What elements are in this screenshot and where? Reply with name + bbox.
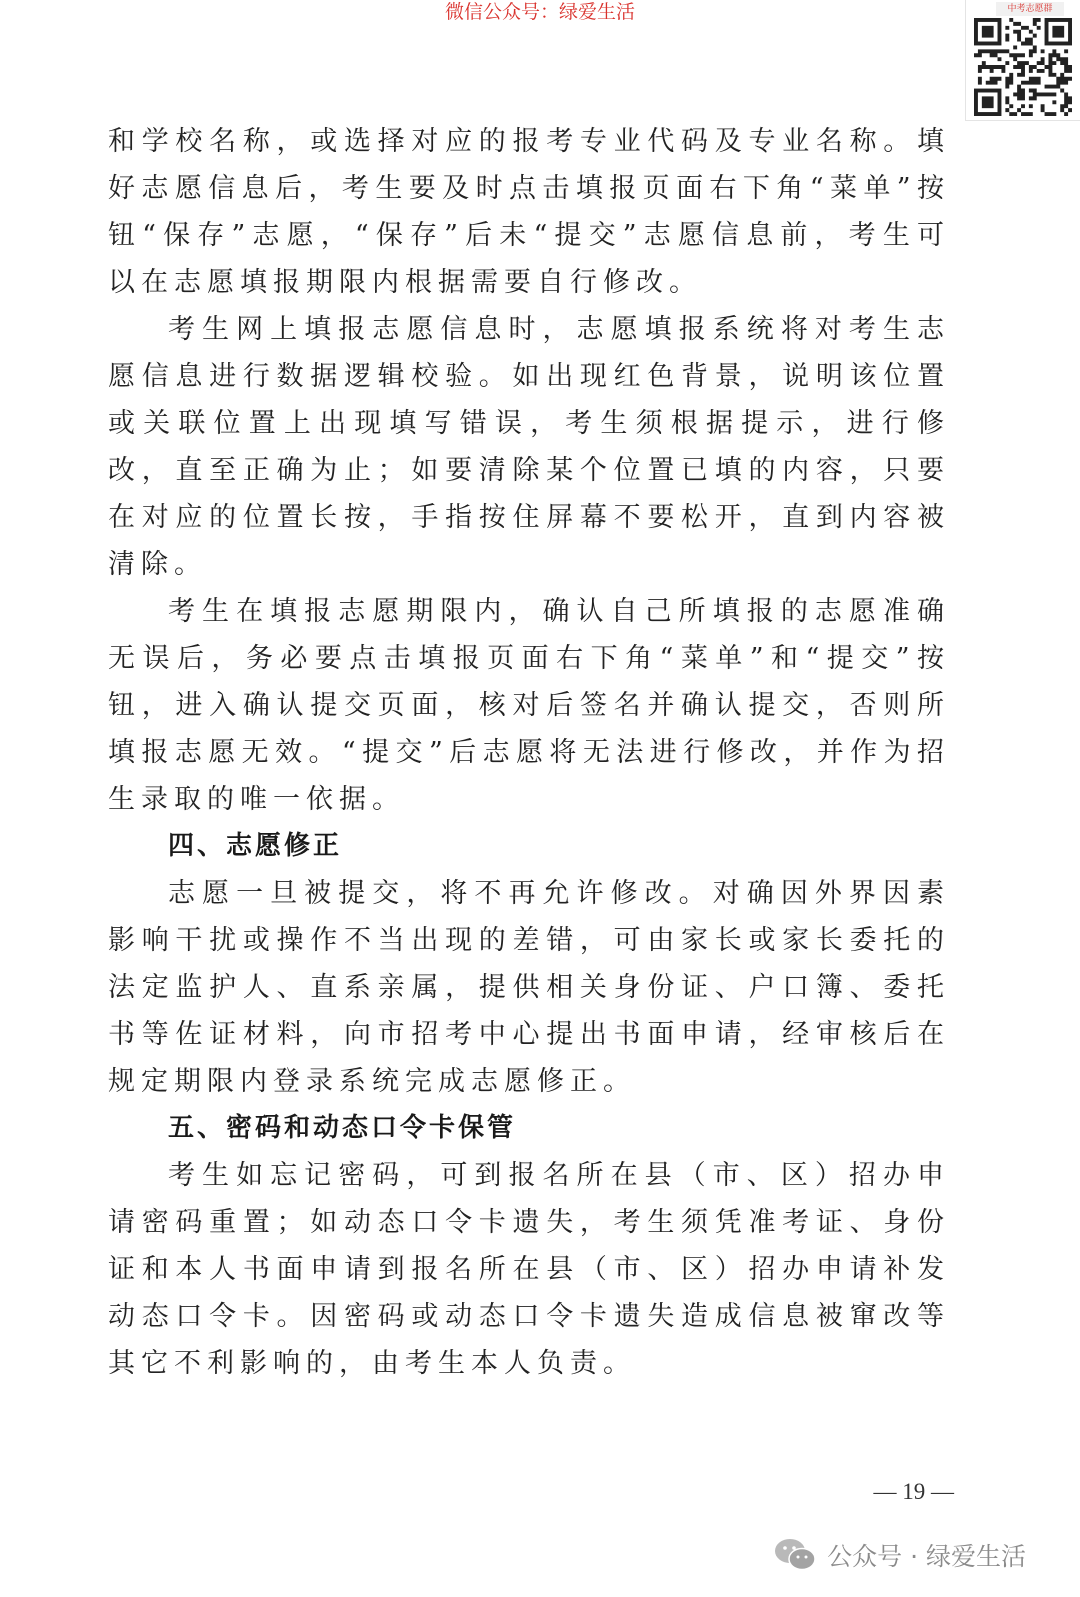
- qr-code-icon: [974, 18, 1072, 116]
- paragraph-2: 考生网上填报志愿信息时，志愿填报系统将对考生志愿信息进行数据逻辑校验。如出现红色背景，说明该位置或关联位置上出现填写错误，考生须根据提示，进行修改，直至正确为止；如要清除某个位置已填的内容，只要在对应的位置长按，手指按住屏幕不要松开，直到内容被清除。: [108, 314, 950, 580]
- page-number: — 19 —: [873, 1479, 954, 1504]
- qr-banner-label: 中考志愿群: [996, 2, 1064, 16]
- top-watermark: 微信公众号：绿爱生活: [444, 1, 635, 23]
- section-4-paragraph: 志愿一旦被提交，将不再允许修改。对确因外界因素影响干扰或操作不当出现的差错，可由家长或家长委托的法定监护人、直系亲属，提供相关身份证、户口簿、委托书等佐证材料，向市招考中心提出书面申请，经审核后在规定期限内登录系统完成志愿修正。: [108, 878, 950, 1097]
- wechat-icon: [773, 1537, 817, 1573]
- bottom-watermark: [773, 1535, 1026, 1575]
- paragraph-1: 和学校名称，或选择对应的报考专业代码及专业名称。填好志愿信息后，考生要及时点击填报页面右下角“菜单”按钮“保存”志愿，“保存”后未“提交”志愿信息前，考生可以在志愿填报期限内根据需要自行修改。: [108, 126, 950, 298]
- document-body: [108, 118, 950, 1387]
- paragraph-3: 考生在填报志愿期限内，确认自己所填报的志愿准确无误后，务必要点击填报页面右下角“菜单”和“提交”按钮，进入确认提交页面，核对后签名并确认提交，否则所填报志愿无效。“提交”后志愿将无法进行修改，并作为招生录取的唯一依据。: [108, 596, 950, 815]
- bottom-watermark-label: 公众号 · 绿爱生活: [827, 1542, 1026, 1571]
- section-5-heading: 五、密码和动态口令卡保管: [168, 1113, 517, 1143]
- section-5-paragraph: 考生如忘记密码，可到报名所在县（市、区）招办申请密码重置；如动态口令卡遗失，考生须凭准考证、身份证和本人书面申请到报名所在县（市、区）招办申请补发动态口令卡。因密码或动态口令卡遗失造成信息被窜改等其它不利影响的，由考生本人负责。: [108, 1160, 950, 1379]
- section-4-heading: 四、志愿修正: [168, 831, 343, 861]
- qr-code-image: [965, 0, 1080, 121]
